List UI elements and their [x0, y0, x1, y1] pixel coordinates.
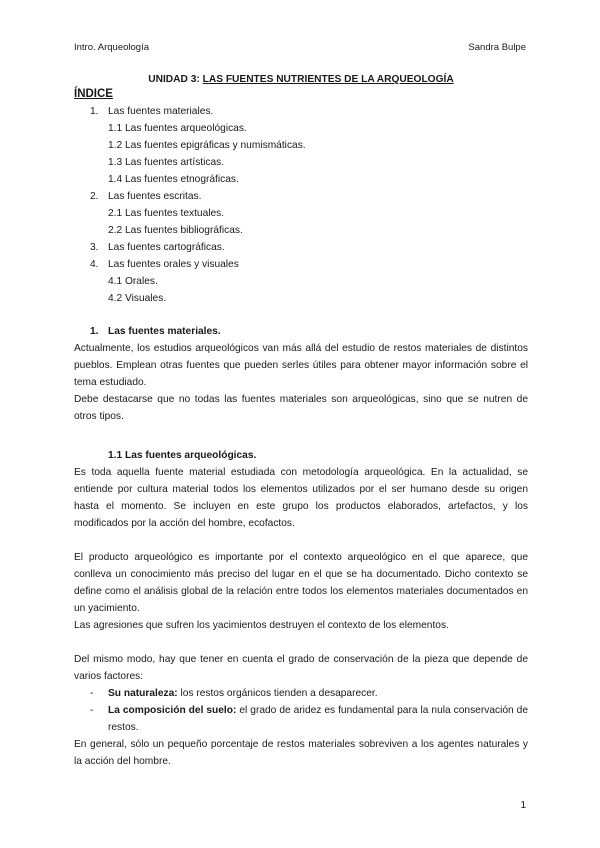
toc-item [74, 103, 528, 120]
toc-subitem: 4.2 Visuales. [108, 293, 167, 304]
toc-subitem: 1.4 Las fuentes etnográficas. [108, 174, 239, 185]
header-author: Sandra Bulpe [468, 42, 526, 53]
toc-item [74, 256, 528, 273]
toc-number: 2. [90, 191, 99, 202]
list-item-term: La composición del suelo: [108, 705, 237, 716]
toc-number: 3. [90, 242, 99, 253]
list-item-text: los restos orgánicos tienden a desaparecer. [177, 688, 378, 699]
toc-item [74, 188, 528, 205]
section-title: Las fuentes materiales. [108, 326, 221, 337]
toc-label: Las fuentes escritas. [108, 191, 202, 202]
toc-subitem: 1.3 Las fuentes artísticas. [108, 157, 225, 168]
toc-subitem: 2.2 Las fuentes bibliográficas. [108, 225, 243, 236]
paragraph: Del mismo modo, hay que tener en cuenta el grado de conservación de la pieza que depende de varios factores: [74, 654, 528, 682]
toc-number: 1. [90, 106, 99, 117]
list-item [74, 685, 528, 702]
document-body [74, 74, 528, 770]
toc-label: Las fuentes orales y visuales [108, 259, 239, 270]
unit-title [74, 74, 528, 85]
paragraph: El producto arqueológico es importante por el contexto arqueológico en el que aparece, que conlleva un conocimiento más preciso del lugar en el que se ha documentado. Dicho contexto se define como el análisis global de la relación entre todos los elementos materiales documentados en un yacimiento. [74, 552, 528, 614]
factor-list [74, 685, 528, 736]
dash-bullet: - [90, 688, 94, 699]
toc-subitem: 1.2 Las fuentes epigráficas y numismáticas. [108, 140, 306, 151]
section-number: 1. [90, 326, 99, 337]
toc-label: Las fuentes cartográficas. [108, 242, 225, 253]
section-heading [74, 323, 528, 340]
paragraph: Actualmente, los estudios arqueológicos van más allá del estudio de restos materiales de distintos pueblos. Emplean otras fuentes que pueden serles útiles para obtener mayor información sobre el tema estudiado. [74, 343, 528, 388]
dash-bullet: - [90, 705, 94, 716]
index-heading: ÍNDICE [74, 88, 113, 100]
subsection-heading: 1.1 Las fuentes arqueológicas. [108, 450, 257, 461]
toc-number: 4. [90, 259, 99, 270]
list-item [74, 702, 528, 736]
list-item-term: Su naturaleza: [108, 688, 178, 699]
unit-title-main: LAS FUENTES NUTRIENTES DE LA ARQUEOLOGÍA [202, 74, 454, 85]
toc-subitem: 1.1 Las fuentes arqueológicas. [108, 123, 247, 134]
paragraph: Debe destacarse que no todas las fuentes materiales son arqueológicas, sino que se nutren de otros tipos. [74, 394, 528, 422]
unit-title-prefix: UNIDAD 3: [148, 74, 203, 85]
header-course: Intro. Arqueología [74, 42, 149, 53]
toc-label: Las fuentes materiales. [108, 106, 214, 117]
toc-subitem: 4.1 Orales. [108, 276, 158, 287]
page-number: 1 [520, 800, 526, 811]
list-item-text: el grado de aridez es fundamental para la nula conservación de restos. [108, 705, 529, 733]
table-of-contents [74, 103, 528, 307]
toc-item [74, 239, 528, 256]
paragraph: Las agresiones que sufren los yacimientos destruyen el contexto de los elementos. [74, 620, 449, 631]
toc-subitem: 2.1 Las fuentes textuales. [108, 208, 225, 219]
paragraph: Es toda aquella fuente material estudiada con metodología arqueológica. En la actualidad, se entiende por cultura material todos los elementos utilizados por el ser humano desde su origen hasta el momento. Se incluyen en este grupo los productos elaborados, artefactos, y los modificados por la acción del hombre, ecofactos. [74, 467, 528, 529]
paragraph: En general, sólo un pequeño porcentaje de restos materiales sobreviven a los agentes naturales y la acción del hombre. [74, 739, 528, 767]
